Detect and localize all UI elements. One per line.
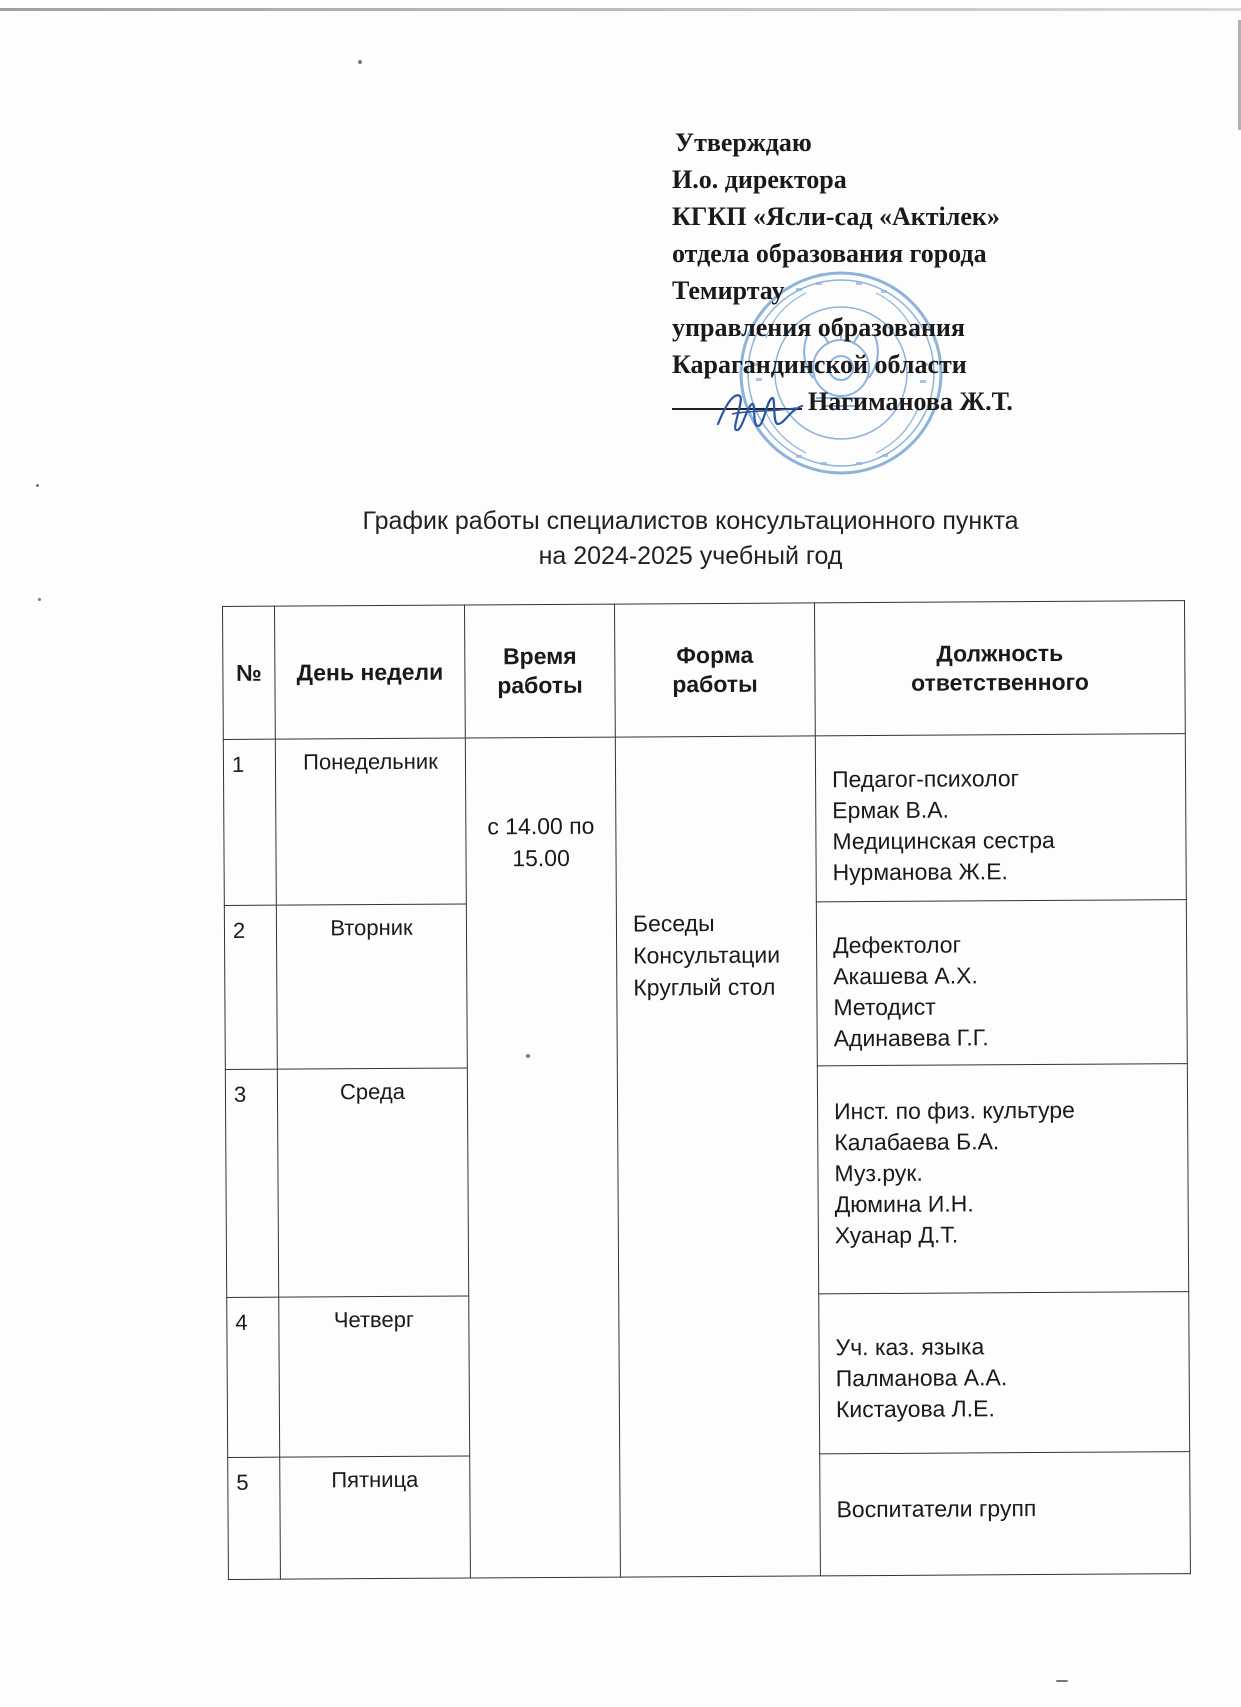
row-num: 5 <box>228 1457 281 1579</box>
responsible-line: Адинавева Г.Г. <box>833 1024 989 1052</box>
scan-edge-top <box>0 8 1241 11</box>
work-form-line: Круглый стол <box>633 973 776 1001</box>
responsible-line: Ермак В.А. <box>832 796 949 824</box>
responsible-line: Муз.рук. <box>834 1159 923 1187</box>
approval-line: И.о. директора <box>672 165 847 194</box>
schedule-table <box>222 600 1191 1580</box>
row-day: Четверг <box>279 1296 470 1457</box>
responsible-line: Методист <box>833 993 936 1021</box>
approval-line: управления образования <box>672 313 965 342</box>
header-position: Должность ответственного <box>814 601 1185 736</box>
handwritten-signature <box>712 384 812 438</box>
work-form-cell <box>615 736 820 1577</box>
responsible-line: Уч. каз. языка <box>835 1333 985 1361</box>
row-day: Среда <box>277 1068 468 1297</box>
responsible-line: Медицинская сестра <box>832 826 1055 855</box>
approval-block <box>672 124 1092 420</box>
scan-speck <box>1056 1680 1068 1682</box>
work-form-line: Беседы <box>632 909 715 937</box>
scan-speck <box>526 1054 530 1058</box>
row-num: 2 <box>224 905 277 1069</box>
approval-line: отдела образования города <box>672 239 987 268</box>
row-day: Пятница <box>280 1456 471 1579</box>
work-form-line: Консультации <box>633 941 781 969</box>
row-num: 1 <box>223 739 276 905</box>
responsible-cell <box>816 900 1187 1066</box>
header-day: День недели <box>275 605 466 739</box>
responsible-cell <box>819 1292 1190 1454</box>
responsible-line: Инст. по физ. культуре <box>834 1096 1075 1125</box>
scan-speck <box>36 484 39 487</box>
header-num: № <box>223 606 276 739</box>
row-day: Понедельник <box>275 738 466 905</box>
work-time-cell <box>465 737 620 1578</box>
scan-speck <box>358 60 362 64</box>
document-subtitle: на 2024-2025 учебный год <box>538 542 843 570</box>
responsible-line: Дефектолог <box>833 931 961 959</box>
responsible-line: Кистауова Л.Е. <box>835 1395 995 1423</box>
responsible-cell <box>817 1064 1188 1294</box>
header-time: Время работы <box>464 604 615 738</box>
responsible-line: Дюмина И.Н. <box>834 1190 974 1218</box>
header-form: Форма работы <box>614 603 815 737</box>
approval-line: Утверждаю <box>675 128 812 157</box>
responsible-cell <box>820 1452 1191 1576</box>
work-time-value: с 14.00 по 15.00 <box>487 812 595 872</box>
responsible-cell <box>815 734 1186 902</box>
responsible-line: Нурманова Ж.Е. <box>832 858 1008 886</box>
responsible-line: Палманова А.А. <box>835 1364 1008 1392</box>
responsible-line: Педагог-психолог <box>831 765 1020 793</box>
approval-line: КГКП «Ясли-сад «Актілек» <box>672 202 1000 231</box>
signatory-name: Нагиманова Ж.Т. <box>808 387 1013 416</box>
approval-line: Карагандинской области <box>672 350 967 379</box>
responsible-line: Воспитатели групп <box>836 1495 1037 1523</box>
table-header-row <box>223 601 1186 740</box>
responsible-line: Калабаева Б.А. <box>834 1128 1000 1156</box>
row-num: 3 <box>225 1069 278 1297</box>
row-num: 4 <box>227 1297 280 1457</box>
row-day: Вторник <box>276 904 467 1069</box>
scan-speck <box>38 598 41 601</box>
responsible-line: Акашева А.Х. <box>833 962 978 990</box>
table-row <box>223 734 1186 906</box>
responsible-line: Хуанар Д.Т. <box>834 1221 959 1249</box>
approval-line: Темиртау <box>672 276 785 305</box>
document-title: График работы специалистов консультационного пункта <box>362 507 1019 535</box>
